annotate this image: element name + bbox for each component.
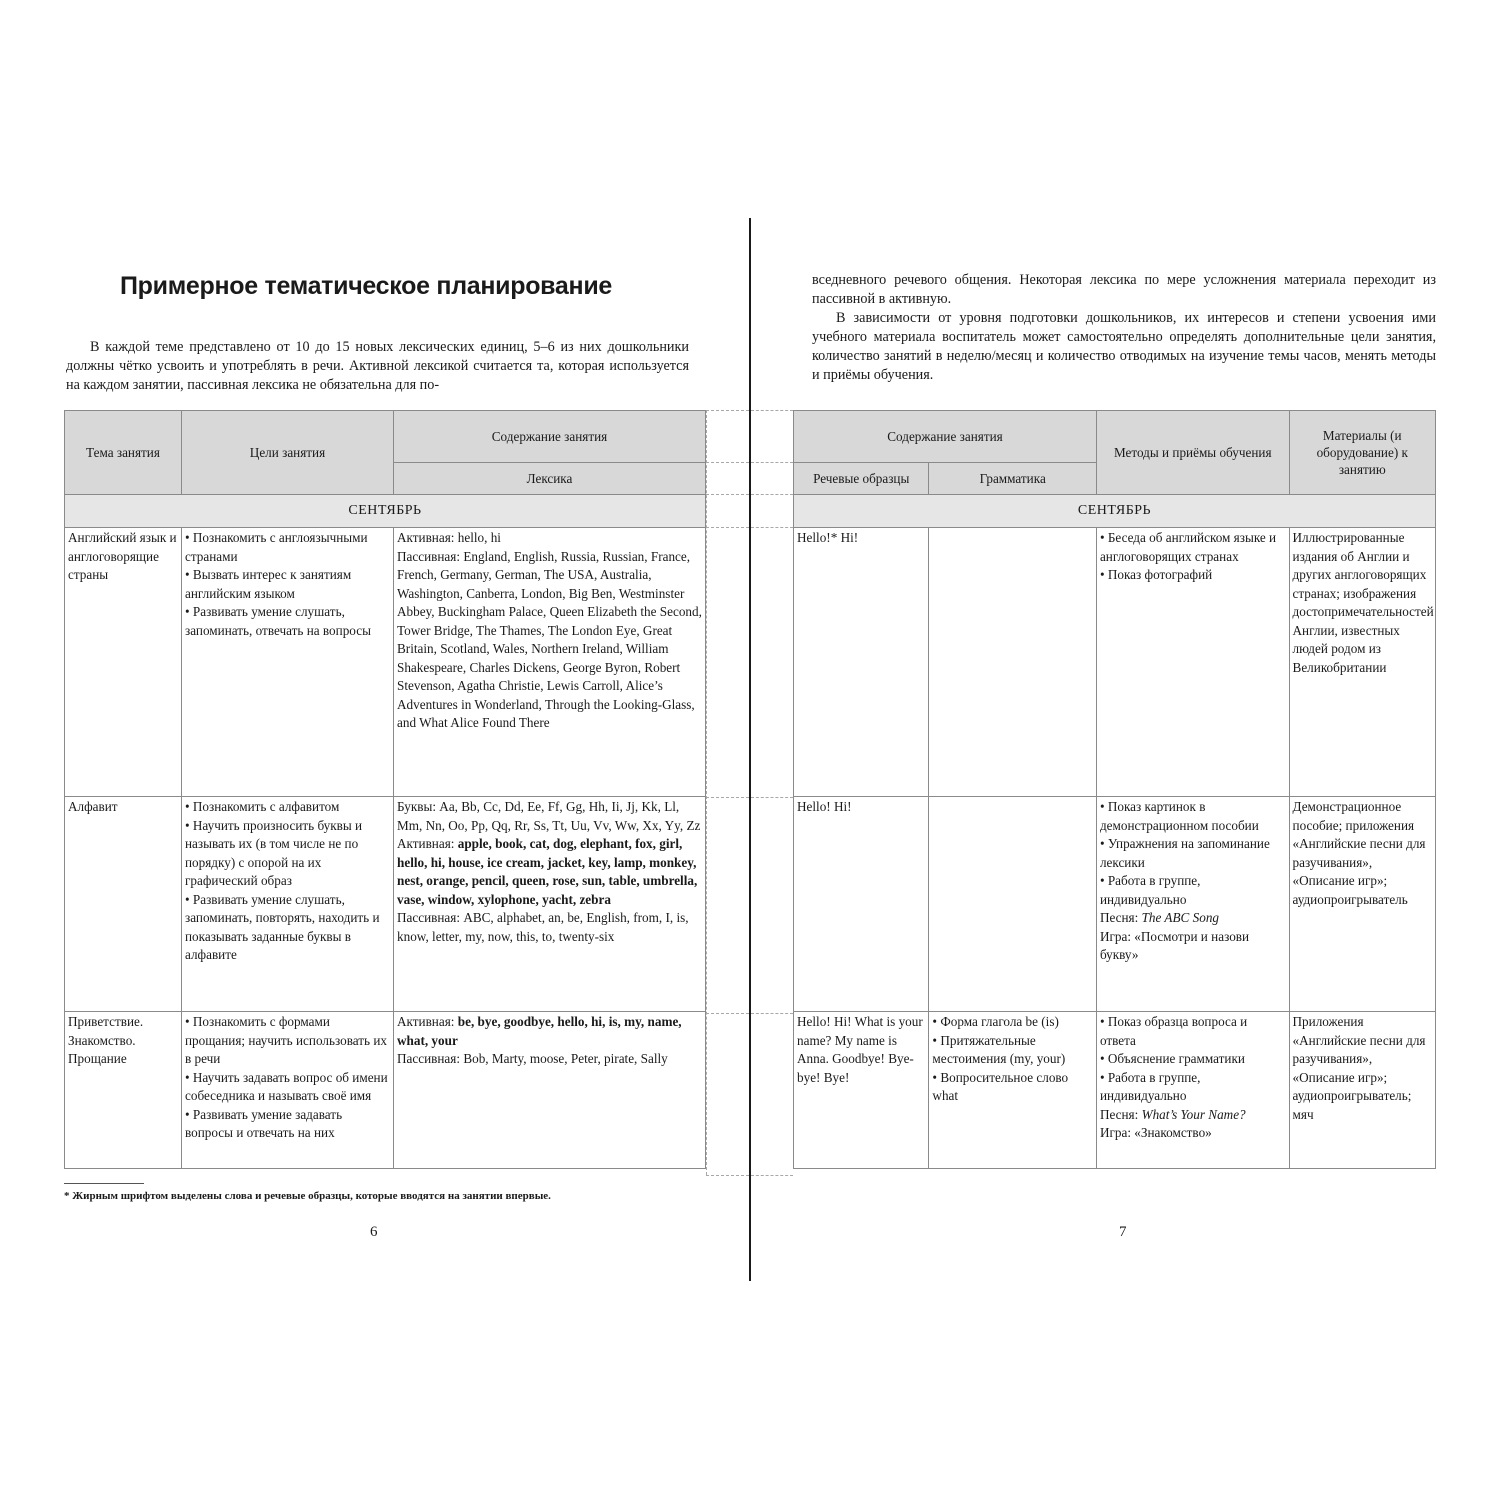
intro-paragraph-left [66,338,689,395]
goals-cell [182,797,394,1012]
song-line [1100,909,1286,928]
left-page [0,0,749,1500]
month-row: СЕНТЯБРЬ [65,495,706,528]
vocab-passive [397,909,702,946]
vocab-passive-words: England, English, Russia, Russian, France, French, Germany, German, The USA, Australia, Washington, Canberra, London, Big Ben, Westminster Abbey, Buckingham Palace, Queen Elizabeth the Second, Tower Bridge, The Thames, The London Eye, Great Britain, Scotland, Wales, Northern Ireland, William Shakespeare, Charles Dickens, George Byron, Robert Stevenson, Agatha Christie, Lewis Carroll, Alice’s Adventures in Wonderland, Through the Looking-Glass, and What Alice Found There [397,548,702,730]
header-content: Содержание занятия [794,411,1097,463]
vocab-cell [394,797,706,1012]
month-row: СЕНТЯБРЬ [794,495,1436,528]
speech-cell: Hello! Hi! What is your name? My name is Anna. Goodbye! Bye-bye! Bye! [794,1012,929,1169]
vocab-passive [397,1050,702,1069]
song-label: Песня: [1099,910,1142,925]
continuation-guide [706,1175,749,1176]
vocab-active [397,835,702,909]
table-row [794,797,1436,1012]
vocab-active-label: Активная: [397,1014,458,1029]
vocab-cell [394,1012,706,1169]
continuation-guide [751,797,793,798]
intro-text: В зависимости от уровня подготовки дошкольников, их интересов и степени усвоения ими учебного материала воспитатель может самостоятельно определять дополнительные цели занятия, количество занятий в неделю/месяц и количество отводимых на изучение темы часов, менять методы и приёмы обучения. [812,310,1436,383]
vocab-active [397,1013,702,1050]
goal-item: • Развивать умение слушать, запоминать, повторять, находить и показывать заданные буквы в алфавите [185,891,380,962]
goal-item: • Развивать умение задавать вопросы и отвечать на них [185,1106,343,1140]
continuation-guide [751,1175,793,1176]
page-number: 7 [1119,1224,1127,1240]
goal-item: • Познакомить с англоязычными странами [185,530,368,564]
continuation-guide [706,1013,749,1014]
continuation-guide [706,494,749,495]
continuation-guide [706,797,749,798]
header-topic: Тема занятия [65,411,182,495]
header-methods: Методы и приёмы обучения [1096,411,1289,495]
method-item: • Показ картинок в демонстрационном пособии [1099,799,1259,833]
game-line: Игра: «Посмотри и назови букву» [1099,928,1250,962]
goal-item: • Научить произносить буквы и называть их (в том числе не по порядку) с опорой на их графический образ [185,817,363,888]
goals-cell [182,528,394,797]
footnote-rule [64,1183,144,1184]
header-vocab: Лексика [394,463,706,495]
vocab-letters: Буквы: Aa, Bb, Cc, Dd, Ee, Ff, Gg, Hh, Ii, Jj, Kk, Ll, Mm, Nn, Oo, Pp, Qq, Rr, Ss, Tt, Uu, Vv, Ww, Xx, Yy, Zz [397,799,701,833]
song-title: The ABC Song [1141,910,1220,925]
intro-text: вседневного речевого общения. Некоторая лексика по мере усложнения материала переходит из пассивной в активную. [812,272,1436,307]
header-content: Содержание занятия [394,411,706,463]
continuation-guide [751,462,793,463]
vocab-active-label: Активная: [397,836,458,851]
goal-item: • Развивать умение слушать, запоминать, отвечать на вопросы [185,604,371,638]
goals-cell [182,1012,394,1169]
intro-text: В каждой теме представлено от 10 до 15 новых лексических единиц, 5–6 из них дошкольники должны чётко усвоить и употреблять в речи. Активной лексикой считается та, которая используется на каждом занятии, пассивная лексика не обязательна для по- [66,339,689,393]
planning-table-right [793,410,1436,1169]
topic-cell: Английский язык и англоговорящие страны [65,528,182,797]
methods-cell [1096,1012,1289,1169]
materials-cell: Демонстрационное пособие; приложения «Английские песни для разучивания», «Описание игр»; аудиопроигрыватель [1289,797,1435,1012]
header-grammar: Грамматика [929,463,1097,495]
method-item: • Беседа об английском языке и англоговорящих странах [1099,530,1277,564]
grammar-cell [929,528,1097,797]
footnote: * Жирным шрифтом выделены слова и речевые образцы, которые вводятся на занятии впервые. [64,1190,551,1202]
vocab-passive-words: Bob, Marty, moose, Peter, pirate, Sally [463,1051,668,1066]
game-line: Игра: «Знакомство» [1099,1125,1212,1140]
vocab-cell [394,528,706,797]
grammar-cell [929,1012,1097,1169]
method-item: • Упражнения на запоминание лексики [1099,836,1270,870]
right-page [751,0,1500,1500]
methods-cell [1096,797,1289,1012]
grammar-item: • Форма глагола be (is) [932,1014,1059,1029]
continuation-guide [751,527,793,528]
method-item: • Показ фотографий [1099,567,1213,582]
header-materials: Материалы (и оборудование) к занятию [1289,411,1435,495]
method-item: • Работа в группе, индивидуально [1099,1069,1201,1103]
goal-item: • Познакомить с алфавитом [185,799,340,814]
continuation-guide [706,527,749,528]
header-speech: Речевые образцы [794,463,929,495]
table-row [65,797,706,1012]
header-goals: Цели занятия [182,411,394,495]
vocab-active-words: be, bye, goodbye, hello, hi, is, my, name, what, your [397,1014,682,1048]
topic-cell: Алфавит [65,797,182,1012]
goal-item: • Вызвать интерес к занятиям английским языком [185,567,352,601]
intro-paragraph-right [812,271,1436,385]
method-item: • Работа в группе, индивидуально [1099,873,1201,907]
vocab-active-label: Активная: [397,530,458,545]
goal-item: • Познакомить с формами прощания; научить использовать их в речи [185,1014,387,1066]
table-row [794,528,1436,797]
continuation-guide [751,1013,793,1014]
table-row [65,1012,706,1169]
grammar-cell [929,797,1097,1012]
speech-cell: Hello! Hi! [794,797,929,1012]
continuation-guide [706,462,749,463]
page-number: 6 [370,1224,378,1240]
grammar-item: • Притяжательные местоимения (my, your) [932,1032,1066,1066]
song-line [1100,1106,1286,1125]
materials-cell: Приложения «Английские песни для разучивания», «Описание игр»; аудиопроигрыватель; мяч [1289,1012,1435,1169]
planning-table-left [64,410,706,1169]
continuation-guide [706,410,707,1175]
vocab-active [397,529,702,548]
continuation-guide [751,494,793,495]
grammar-item: • Вопросительное слово what [932,1069,1069,1103]
page-title: Примерное тематическое планирование [120,272,613,300]
song-label: Песня: [1099,1106,1142,1122]
vocab-passive-label: Пассивная: [397,910,464,925]
vocab-passive-words: ABC, alphabet, an, be, English, from, I, is, know, letter, my, now, this, to, twenty-six [397,910,689,944]
method-item: • Показ образца вопроса и ответа [1099,1014,1248,1048]
continuation-guide [706,410,749,411]
method-item: • Объяснение грамматики [1099,1051,1245,1066]
continuation-guide [751,410,793,411]
vocab-passive-label: Пассивная: [397,548,464,564]
materials-cell: Иллюстрированные издания об Англии и других англоговорящих странах; изображения достопримечательностей Англии, известных людей родом из Великобритании [1289,528,1435,797]
vocab-active-words: apple, book, cat, dog, elephant, fox, girl, hello, hi, house, ice cream, jacket, key, lamp, monkey, nest, orange, pencil, queen, rose, sun, table, umbrella, vase, window, xylophone, yacht, zebra [397,836,698,907]
goal-item: • Научить задавать вопрос об имени собеседника и называть своё имя [185,1069,388,1103]
table-row [794,1012,1436,1169]
speech-cell: Hello!* Hi! [794,528,929,797]
vocab-active-words: hello, hi [457,530,501,545]
topic-cell: Приветствие. Знакомство. Прощание [65,1012,182,1169]
song-title: What’s Your Name? [1141,1106,1246,1122]
table-row [65,528,706,797]
vocab-passive-label: Пассивная: [397,1051,464,1066]
methods-cell [1096,528,1289,797]
vocab-passive [397,548,702,733]
